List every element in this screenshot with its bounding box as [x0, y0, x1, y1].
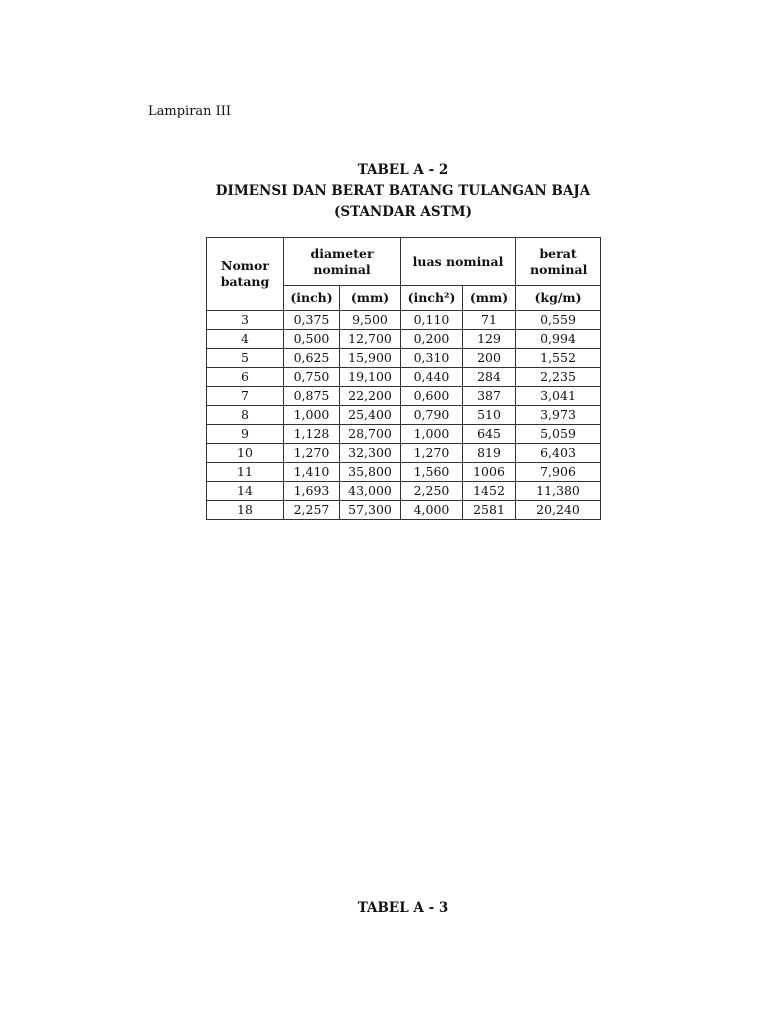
area-inch2-cell: 0,600 [401, 387, 463, 406]
weight-cell: 7,906 [516, 463, 601, 482]
table-body [207, 311, 601, 520]
unit-area-inch2: (inch²) [401, 286, 463, 311]
area-mm-cell: 387 [463, 387, 516, 406]
bar-number-cell: 14 [207, 482, 284, 501]
table-subtitle: (STANDAR ASTM) [334, 204, 472, 220]
weight-cell: 3,973 [516, 406, 601, 425]
diameter-mm-cell: 25,400 [340, 406, 401, 425]
unit-area-mm: (mm) [463, 286, 516, 311]
area-mm-cell: 645 [463, 425, 516, 444]
area-inch2-cell: 1,000 [401, 425, 463, 444]
diameter-inch-cell: 0,375 [284, 311, 340, 330]
weight-cell: 3,041 [516, 387, 601, 406]
diameter-mm-cell: 35,800 [340, 463, 401, 482]
area-mm-cell: 2581 [463, 501, 516, 520]
weight-cell: 1,552 [516, 349, 601, 368]
table-row [207, 387, 601, 406]
bar-number-cell: 4 [207, 330, 284, 349]
diameter-inch-cell: 0,875 [284, 387, 340, 406]
diameter-mm-cell: 57,300 [340, 501, 401, 520]
header-diameter: diameter nominal [284, 238, 401, 286]
next-table-title: TABEL A - 3 [357, 900, 449, 916]
area-mm-cell: 1006 [463, 463, 516, 482]
rebar-dimension-table [206, 237, 601, 520]
diameter-inch-cell: 1,128 [284, 425, 340, 444]
diameter-inch-cell: 0,625 [284, 349, 340, 368]
area-mm-cell: 1452 [463, 482, 516, 501]
unit-weight-kgm: (kg/m) [516, 286, 601, 311]
diameter-mm-cell: 43,000 [340, 482, 401, 501]
diameter-mm-cell: 12,700 [340, 330, 401, 349]
table-row [207, 311, 601, 330]
appendix-label: Lampiran III [148, 104, 232, 119]
diameter-mm-cell: 15,900 [340, 349, 401, 368]
area-mm-cell: 200 [463, 349, 516, 368]
area-mm-cell: 284 [463, 368, 516, 387]
header-area: luas nominal [401, 238, 516, 286]
area-inch2-cell: 4,000 [401, 501, 463, 520]
bar-number-cell: 7 [207, 387, 284, 406]
bar-number-cell: 10 [207, 444, 284, 463]
table-row [207, 425, 601, 444]
weight-cell: 0,994 [516, 330, 601, 349]
table-row [207, 368, 601, 387]
diameter-inch-cell: 0,500 [284, 330, 340, 349]
weight-cell: 11,380 [516, 482, 601, 501]
area-inch2-cell: 1,270 [401, 444, 463, 463]
diameter-inch-cell: 0,750 [284, 368, 340, 387]
bar-number-cell: 8 [207, 406, 284, 425]
area-mm-cell: 71 [463, 311, 516, 330]
area-inch2-cell: 0,790 [401, 406, 463, 425]
table-number: TABEL A - 2 [357, 162, 449, 178]
weight-cell: 20,240 [516, 501, 601, 520]
weight-cell: 0,559 [516, 311, 601, 330]
table-title: DIMENSI DAN BERAT BATANG TULANGAN BAJA [215, 183, 591, 199]
diameter-inch-cell: 1,270 [284, 444, 340, 463]
table-row [207, 330, 601, 349]
area-inch2-cell: 0,310 [401, 349, 463, 368]
unit-diameter-mm: (mm) [340, 286, 401, 311]
bar-number-cell: 6 [207, 368, 284, 387]
bar-number-cell: 3 [207, 311, 284, 330]
bar-number-cell: 11 [207, 463, 284, 482]
diameter-mm-cell: 32,300 [340, 444, 401, 463]
area-inch2-cell: 0,440 [401, 368, 463, 387]
table-row [207, 406, 601, 425]
area-inch2-cell: 0,110 [401, 311, 463, 330]
weight-cell: 5,059 [516, 425, 601, 444]
area-mm-cell: 819 [463, 444, 516, 463]
diameter-inch-cell: 1,410 [284, 463, 340, 482]
diameter-mm-cell: 28,700 [340, 425, 401, 444]
table-title-block [0, 160, 768, 223]
bar-number-cell: 5 [207, 349, 284, 368]
diameter-mm-cell: 19,100 [340, 368, 401, 387]
area-mm-cell: 129 [463, 330, 516, 349]
table-row [207, 444, 601, 463]
area-inch2-cell: 1,560 [401, 463, 463, 482]
table-row [207, 482, 601, 501]
table-row [207, 349, 601, 368]
bar-number-cell: 9 [207, 425, 284, 444]
diameter-mm-cell: 22,200 [340, 387, 401, 406]
area-inch2-cell: 0,200 [401, 330, 463, 349]
diameter-inch-cell: 2,257 [284, 501, 340, 520]
area-inch2-cell: 2,250 [401, 482, 463, 501]
bar-number-cell: 18 [207, 501, 284, 520]
unit-diameter-inch: (inch) [284, 286, 340, 311]
header-weight: berat nominal [516, 238, 601, 286]
diameter-inch-cell: 1,693 [284, 482, 340, 501]
diameter-mm-cell: 9,500 [340, 311, 401, 330]
header-bar-number: Nomor batang [207, 238, 284, 311]
table-row [207, 501, 601, 520]
table-row [207, 463, 601, 482]
diameter-inch-cell: 1,000 [284, 406, 340, 425]
area-mm-cell: 510 [463, 406, 516, 425]
weight-cell: 2,235 [516, 368, 601, 387]
weight-cell: 6,403 [516, 444, 601, 463]
